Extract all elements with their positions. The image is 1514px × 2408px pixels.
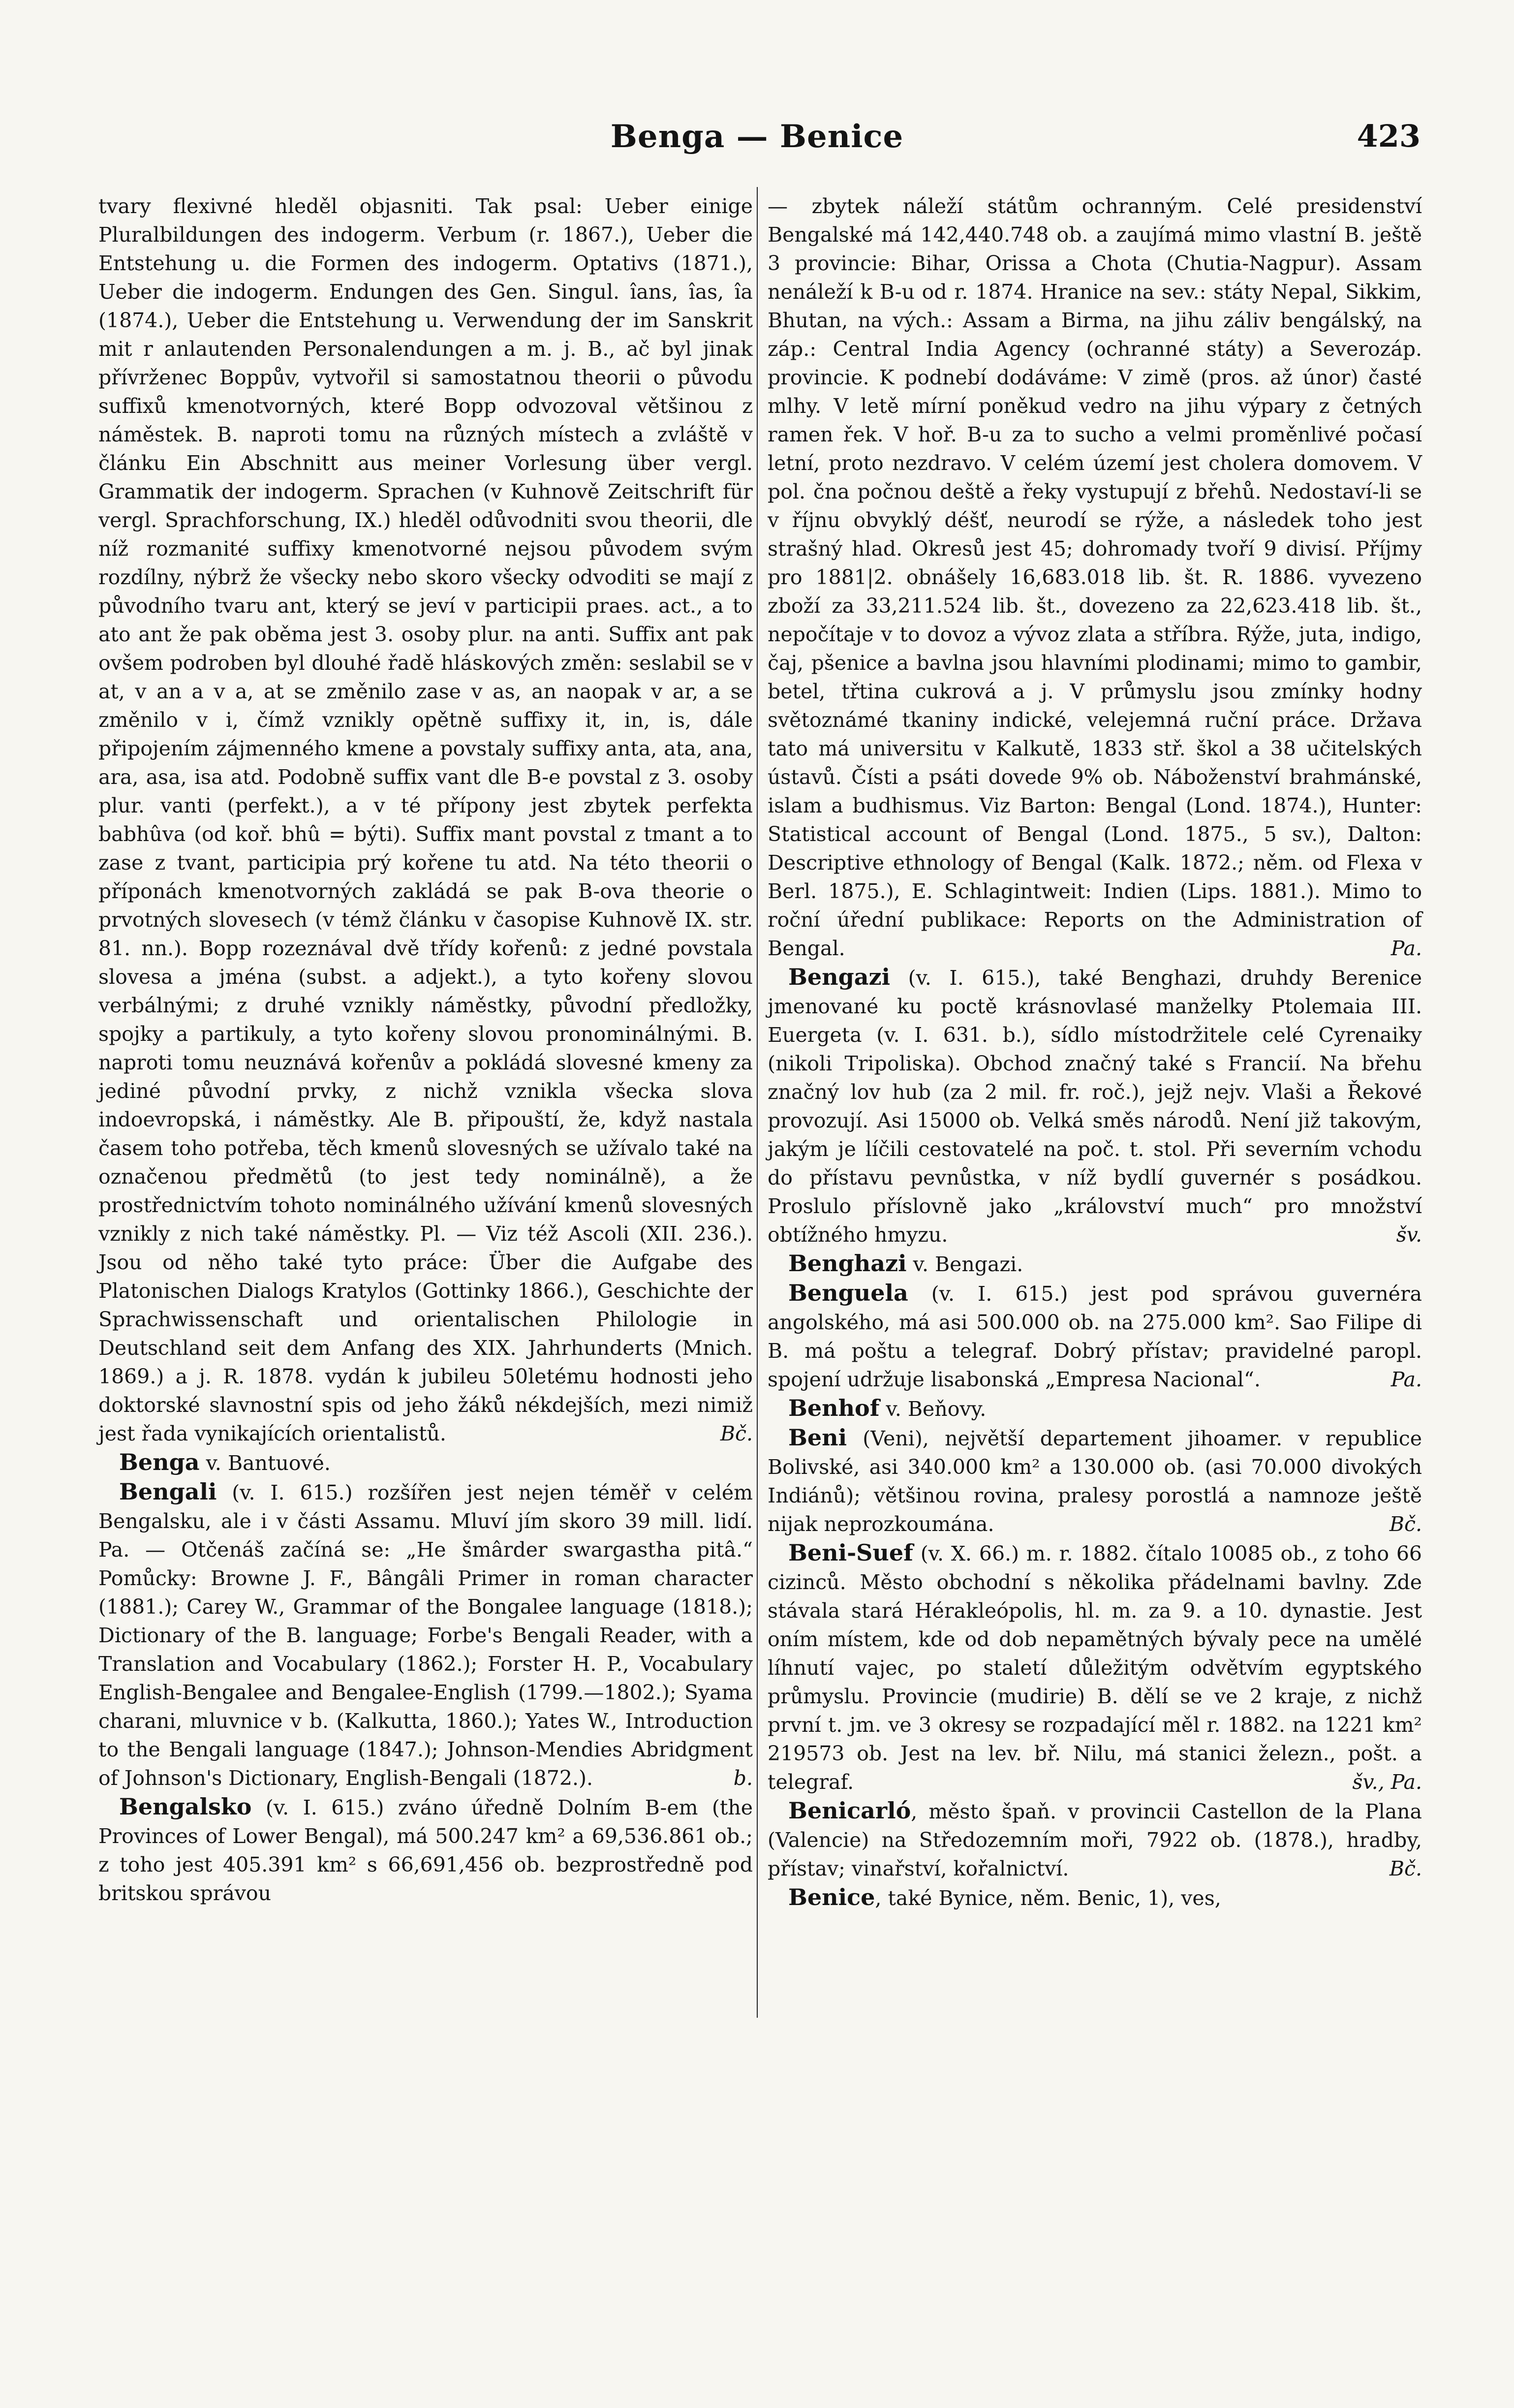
entry-headword: Benicarló	[788, 1797, 911, 1824]
entry-headword: Bengali	[119, 1478, 217, 1505]
left-column	[98, 192, 753, 1908]
entry-headword: Bengazi	[788, 964, 891, 990]
dictionary-entry	[768, 1394, 1422, 1423]
entry-body: (v. I. 615.) jest pod správou guvernéra angolského, má asi 500.000 ob. na 275.000 km². Sao Filipe di B. má poštu a telegraf. Dobrý přístav; pravidelné paropl. spojení udržuje lisabonská „Empresa Nacional“.	[768, 1282, 1422, 1391]
entry-headword: Benghazi	[788, 1250, 907, 1277]
entry-body: tvary flexivné hleděl objasniti. Tak psal: Ueber einige Pluralbildungen des indogerm. Verbum (r. 1867.), Ueber die Entstehung u. die Formen des indogerm. Optativs (1871.), Ueber die indogerm. Endungen des Gen. Singul. îans, îas, îa (1874.), Ueber die Entstehung u. Verwendung der im Sanskrit mit r anlautenden Personalendungen a m. j. B., ač byl jinak přívrženec Boppův, vytvořil si samostatnou theorii o původu suffixů kmenotvorných, které Bopp odvozoval většinou z náměstek. B. naproti tomu na různých místech a zvláště v článku Ein Abschnitt aus meiner Vorlesung über vergl. Grammatik der indogerm. Sprachen (v Kuhnově Zeitschrift für vergl. Sprachforschung, IX.) hleděl odůvodniti svou theorii, dle níž rozmanité suffixy kmenotvorné nejsou původem svým rozdílny, nýbrž že všecky nebo skoro všecky odvoditi se mají z původního tvaru ant, který se jeví v participii praes. act., a to ato ant že pak oběma jest 3. osoby plur. na anti. Suffix ant pak ovšem podroben byl dlouhé řadě hláskových změn: seslabil se v at, v an a v a, at se změnilo zase v as, an naopak v ar, a se změnilo v i, čímž vznikly opětně suffixy it, in, is, dále připojením zájmenného kmene a povstaly suffixy anta, ata, ana, ara, asa, isa atd. Podobně suffix vant dle B-e povstal z 3. osoby plur. vanti (perfekt.), a v té přípony jest zbytek perfekta babhûva (od koř. bhû = býti). Suffix mant povstal z tmant a to zase z tvant, participia prý kořene tu atd. Na této theorii o příponách kmenotvorných zakládá se pak B-ova theorie o prvotných slovesech (v témž článku v časopise Kuhnově IX. str. 81. nn.). Bopp rozeznával dvě třídy kořenů: z jedné povstala slovesa a jména (subst. a adjekt.), a tyto kořeny slovou verbálnými; z druhé vznikly náměstky, původní předložky, spojky a partikuly, a tyto kořeny slovou pronominálnými. B. naproti tomu neuznává kořenův a pokládá slovesné kmeny za jediné původní prvky, z nichž vznikla všecka slova indoevropská, i náměstky. Ale B. připouští, že, když nastala časem toho potřeba, těch kmenů slovesných se užívalo také na označenou předmětů (to jest tedy nominálně), a že prostřednictvím tohoto nominálného užívání kmenů slovesných vznikly z nich také náměstky. Pl. — Viz též Ascoli (XII. 236.). Jsou od něho také tyto práce: Über die Aufgabe des Platonischen Dialogs Kratylos (Gottinky 1866.), Geschichte der Sprachwissenschaft und orientalischen Philologie in Deutschland seit dem Anfang des XIX. Jahrhunderts (Mnich. 1869.) a j. R. 1878. vydán k jubileu 50letému hodnosti jeho doktorské slavnostní spis od jeho žáků nékdejších, mezi nimiž jest řada vynikajících orientalistů.	[98, 194, 753, 1445]
entry-body: v. Bengazi.	[906, 1252, 1023, 1276]
page-header	[93, 118, 1421, 172]
entry-author: Bč.	[720, 1422, 753, 1445]
entry-body: v. Beňovy.	[879, 1397, 987, 1421]
entry-author: šv.	[1396, 1223, 1422, 1247]
entry-body: — zbytek náleží státům ochranným. Celé presidenství Bengalské má 142,440.748 ob. a zaujímá mimo vlastní B. ještě 3 provincie: Bihar, Orissa a Chota (Chutia-Nagpur). Assam nenáleží k B-u od r. 1874. Hranice na sev.: státy Nepal, Sikkim, Bhutan, na vých.: Assam a Birma, na jihu záliv bengálský, na záp.: Central India Agency (ochranné státy) a Severozáp. provincie. K podnebí dodáváme: V zimě (pros. až únor) časté mlhy. V letě mírní poněkud vedro na jihu výpary z četných ramen řek. V hoř. B-u za to sucho a velmi proměnlivé počasí letní, proto nezdravo. V celém území jest cholera domovem. V pol. čna počnou deště a řeky vystupují z břehů. Nedostaví-li se v říjnu obvyklý déšť, neurodí se rýže, a následek toho jest strašný hlad. Okresů jest 45; dohromady tvoří 9 divisí. Příjmy pro 1881|2. obnášely 16,683.018 lib. št. R. 1886. vyvezeno zboží za 33,211.524 lib. št., dovezeno za 22,623.418 lib. št., nepočítaje v to dovoz a vývoz zlata a stříbra. Rýže, juta, indigo, čaj, pšenice a bavlna jsou hlavními plodinami; mimo to gambir, betel, třtina cukrová a j. V průmyslu jsou zmínky hodny světoznámé tkaniny indické, velejemná ruční práce. Država tato má universitu v Kalkutě, 1833 stř. škol a 38 učitelských ústavů. Čísti a psáti dovede 9% ob. Náboženství brahmánské, islam a budhismus. Viz Barton: Bengal (Lond. 1874.), Hunter: Statistical account of Bengal (Lond. 1875., 5 sv.), Dalton: Descriptive ethnology of Bengal (Kalk. 1872.; něm. od Flexa v Berl. 1875.), E. Schlagintweit: Indien (Lips. 1881.). Mimo to roční úřední publikace: Reports on the Administration of Bengal.	[768, 194, 1422, 960]
entry-headword: Benhof	[788, 1395, 880, 1421]
entry-author: Pa.	[1390, 1368, 1422, 1391]
entry-author: šv., Pa.	[1352, 1770, 1422, 1794]
entry-author: Pa.	[1390, 937, 1422, 960]
running-title: Benga — Benice	[610, 118, 904, 155]
entry-body: (v. I. 615.) rozšířen jest nejen téměř v celém Bengalsku, ale i v části Assamu. Mluví jím skoro 39 mill. lidí. Pa. — Otčenáš začíná se: „He šmârder swargastha pitâ.“ Pomůcky: Browne J. F., Bângâli Primer in roman character (1881.); Carey W., Grammar of the Bongalee language (1818.); Dictionary of the B. language; Forbe's Bengali Reader, with a Translation and Vocabulary (1862.); Forster H. P., Vocabulary English-Bengalee and Bengalee-English (1799.—1802.); Syama charani, mluvnice v b. (Kalkutta, 1860.); Yates W., Introduction to the Bengali language (1847.); Johnson-Mendies Abridgment of Johnson's Dictionary, English-Bengali (1872.).	[98, 1481, 753, 1790]
entry-body: (v. I. 615.), také Benghazi, druhdy Berenice jmenované ku poctě krásnovlasé manželky Ptolemaia III. Euergeta (v. I. 631. b.), sídlo místodržitele celé Cyrenaiky (nikoli Tripoliska). Obchod značný také s Francií. Na břehu značný lov hub (za 2 mil. fr. roč.), jejž nejv. Vlaši a Řekové provozují. Asi 15000 ob. Velká směs národů. Není již takovým, jakým je líčili cestovatelé na poč. t. stol. Při severním vchodu do přístavu pevnůstka, v níž bydlí guvernér s posádkou. Proslulo příslovně jako „království much“ pro množství obtížného hmyzu.	[768, 966, 1422, 1247]
entry-headword: Benice	[788, 1884, 875, 1910]
entry-body: v. Bantuové.	[199, 1451, 331, 1475]
continued-entry	[98, 192, 753, 1448]
entry-author: Bč.	[1389, 1857, 1422, 1880]
dictionary-entry	[768, 1423, 1422, 1538]
entry-author: b.	[733, 1766, 753, 1790]
dictionary-entry	[768, 963, 1422, 1249]
dictionary-entry	[768, 1249, 1422, 1279]
dictionary-entry	[768, 1279, 1422, 1394]
entry-author: Bč.	[1389, 1512, 1422, 1536]
column-divider	[757, 187, 758, 2018]
entry-headword: Beni-Suef	[788, 1539, 913, 1566]
dictionary-entry	[768, 1538, 1422, 1796]
dictionary-entry	[98, 1792, 753, 1908]
entry-headword: Bengalsko	[119, 1793, 252, 1820]
entry-headword: Benguela	[788, 1280, 908, 1306]
right-column	[768, 192, 1422, 1912]
entry-headword: Beni	[788, 1424, 847, 1451]
continued-entry	[768, 192, 1422, 963]
dictionary-entry	[768, 1796, 1422, 1883]
entry-body: (v. I. 615.) zváno úředně Dolním B-em (the Provinces of Lower Bengal), má 500.247 km² a 69,536.861 ob.; z toho jest 405.391 km² s 66,691,456 ob. bezprostředně pod britskou správou	[98, 1796, 753, 1905]
dictionary-entry	[98, 1448, 753, 1477]
entry-body: (v. X. 66.) m. r. 1882. čítalo 10085 ob., z toho 66 cizinců. Město obchodní s několika přádelnami bavlny. Zde stávala stará Hérakleópolis, hl. m. za 9. a 10. dynastie. Jest oním místem, kde od dob nepamětných bývaly pece na umělé líhnutí vajec, po staletí důležitým odvětvím egyptského průmyslu. Provincie (mudirie) B. dělí se ve 2 kraje, z nichž první t. jm. ve 3 okresy se rozpadající měl r. 1882. na 1221 km² 219573 ob. Jest na lev. bř. Nilu, má stanici železn., pošt. a telegraf.	[768, 1542, 1422, 1794]
dictionary-entry	[98, 1477, 753, 1792]
dictionary-entry	[768, 1883, 1422, 1912]
entry-body: (Veni), největší departement jihoamer. v republice Bolivské, asi 340.000 km² a 130.000 ob. (asi 70.000 divokých Indiánů); většinou rovina, pralesy porostlá a namnoze ještě nijak neprozkoumána.	[768, 1427, 1422, 1536]
entry-headword: Benga	[119, 1449, 200, 1475]
entry-body: , také Bynice, něm. Benic, 1), ves,	[875, 1886, 1221, 1910]
entry-body: , město špaň. v provincii Castellon de la Plana (Valencie) na Středozemním moři, 7922 ob. (1878.), hradby, přístav; vinařství, kořalnictví.	[768, 1800, 1422, 1880]
page-number: 423	[1357, 118, 1421, 154]
